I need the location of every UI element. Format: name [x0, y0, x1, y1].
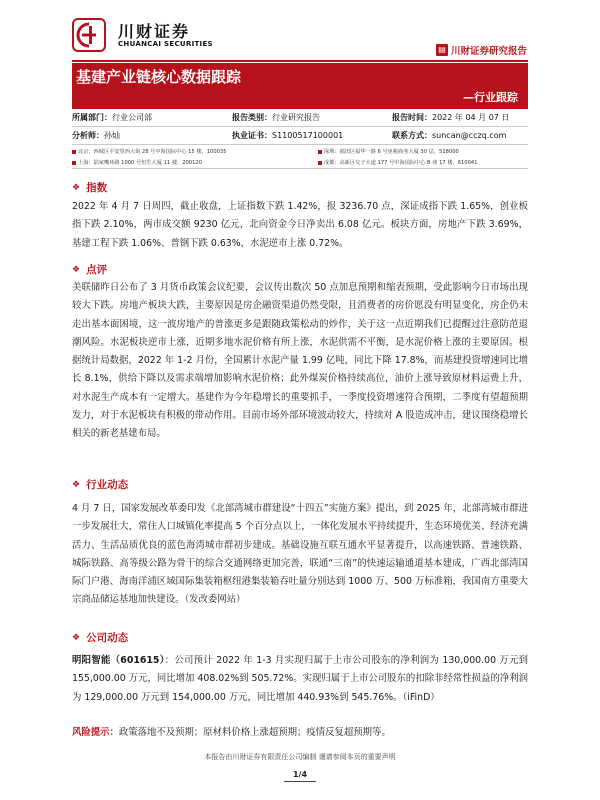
report-badge — [436, 42, 527, 58]
risk-warning — [72, 725, 528, 741]
meta-date — [392, 112, 509, 123]
meta-divider — [72, 126, 528, 127]
meta-label: 报告类别： — [232, 113, 272, 122]
company-logo — [72, 18, 106, 52]
meta-value: 行业公司部 — [112, 113, 152, 122]
meta-label: 分析师： — [72, 131, 104, 140]
meta-label: 执业证书： — [232, 131, 272, 140]
paragraph — [72, 652, 528, 707]
brand-name-cn: 川财证券 — [118, 22, 191, 41]
section-body-company — [72, 652, 528, 707]
footer-disclaimer: 本报告由川财证券有限责任公司编制 谨请参阅本页的重要声明 — [204, 753, 396, 761]
brand-name-en: CHUANCAI SECURITIES — [118, 40, 213, 48]
paragraph: 4 月 7 日，国家发展改革委印发《北部湾城市群建设“十四五”实施方案》提出，到 2025 年，北部湾城市群进一步发展壮大，常住人口城镇化率提高 5 个百分点以上，一体化发展水平持续提升，生态环境优美、经济充满活力、生活品质优良的蓝色海湾城市群初步建成。基础设施互联互通水平显著提升，以高速铁路、普速铁路、城际铁路、高等级公路为骨干的综合交通网络更加完善，联通“三南”的快速运输通道基本建成，广西北部湾国际门户港、海南洋浦区域国际集装箱枢纽港集装箱吞吐量分别达到 1000 万、500 万标准箱，我国南方重要大宗商品储运基地加快建设。（发改委网站） — [72, 503, 528, 606]
address-text: 成都：高新区交子大道 177 号中海国际中心 B 座 17 楼，610041 — [324, 160, 478, 166]
page-number-underline — [284, 781, 316, 782]
diamond-bullet-icon: ❖ — [72, 632, 81, 643]
report-subtitle: —行业跟踪 — [463, 91, 518, 104]
bullet-icon — [72, 161, 76, 165]
meta-analyst — [72, 130, 120, 141]
meta-value: 孙灿 — [104, 131, 120, 140]
address-chengdu — [318, 159, 478, 166]
paragraph: 2022 年 4 月 7 日周四，截止收盘，上证指数下跌 1.42%，报 3236.70 点，深证成指下跌 1.65%，创业板指下跌 2.10%，两市成交额 9230 亿元，北向资金今日净卖出 6.08 亿元。板块方面，房地产下跌 3.69%，基建工程下跌 1.06%、普钢下跌 0.63%，水泥逆市上涨 0.72%。 — [72, 201, 528, 249]
section-title: 行业动态 — [86, 479, 129, 491]
address-text: 北京：西城区平安里西大街 28 号中海国际中心 15 楼，100035 — [78, 149, 227, 155]
company-text: ：公司预计 2022 年 1-3 月实现归属于上市公司股东的净利润为 130,000.00 万元到 155,000.00 万元，同比增加 408.02%到 505.72%。实现归属于上市公司股东的扣除非经常性损益的净利润为 129,000.00 万元到 154,000.00 万元，同比增加 440.93%到 545.76%。（iFinD） — [72, 655, 528, 703]
address-text: 上海：陆家嘴环路 1000 号恒生大厦 11 楼，200120 — [78, 160, 203, 166]
meta-label: 报告时间： — [392, 113, 432, 122]
meta-department — [72, 112, 152, 123]
section-heading-company — [72, 630, 128, 645]
risk-label: 风险提示： — [72, 727, 119, 738]
bullet-icon — [318, 150, 322, 154]
diamond-bullet-icon: ❖ — [72, 264, 81, 275]
address-text: 深圳：福田区福华一路 6 号免税商务大厦 30 层，518000 — [324, 149, 459, 155]
bullet-icon — [318, 161, 322, 165]
diamond-bullet-icon: ❖ — [72, 182, 81, 193]
meta-label: 所属部门： — [72, 113, 112, 122]
bullet-icon — [72, 150, 76, 154]
risk-text: 政策落地不及预期；原材料价格上涨超预期；疫情反复超预期等。 — [118, 727, 391, 738]
page-number: 1/4 — [292, 770, 308, 779]
section-title: 指数 — [86, 182, 108, 194]
section-body-comment — [72, 279, 528, 444]
paragraph: 美联储昨日公布了 3 月货币政策会议纪要，会议传出数次 50 点加息预期和缩表预期，受此影响今日市场出现较大下跌。房地产板块大跌，主要原因是房企融资渠道仍然受限，且消费者的房价愿没有明显变化，房企仍未走出基本面困境，这一波房地产的普涨更多是跟随政策松动的炒作，关于这一点近期我们已提醒过注意防范退潮风险。水泥板块逆市上涨，近期多地水泥价格有所上涨，水泥供需不平衡，是水泥价格上涨的主要原因。根据统计局数据，2022 年 1-2 月份，全国累计水泥产量 1.99 亿吨，同比下降 17.8%，而基建投资增速同比增长 8.1%，供给下降以及需求端增加影响水泥价格；此外煤炭价格持续高位，油价上涨导致原材料运费上升，对水泥生产成本有一定增大。基建作为今年稳增长的重要抓手，一季度投资增速符合预期，二季度有望超预期发力，对于水泥板块有积极的带动作用。目前市场外部环境波动较大，持续对 A 股造成冲击，建议围绕稳增长相关的新老基建布局。 — [72, 282, 528, 440]
meta-license — [232, 130, 343, 141]
section-title: 点评 — [86, 264, 108, 276]
section-heading-comment — [72, 262, 107, 277]
document-icon: ▤ — [436, 44, 448, 56]
meta-divider — [72, 144, 528, 145]
meta-label: 联系方式： — [392, 131, 432, 140]
address-shenzhen — [318, 148, 459, 155]
section-title: 公司动态 — [86, 632, 129, 644]
meta-value[interactable]: suncan@cczq.com — [432, 131, 507, 140]
section-body-industry — [72, 500, 528, 610]
meta-value: S1100517100001 — [272, 131, 344, 140]
address-shanghai — [72, 159, 202, 166]
meta-divider — [72, 168, 528, 169]
diamond-bullet-icon: ❖ — [72, 479, 81, 490]
section-heading-index — [72, 180, 107, 195]
section-body-index — [72, 198, 528, 253]
meta-contact — [392, 130, 506, 141]
badge-text: 川财证券研究报告 — [451, 46, 528, 57]
logo-emblem-icon — [74, 20, 104, 50]
header-divider — [72, 60, 528, 62]
meta-category — [232, 112, 320, 123]
report-title: 基建产业链核心数据跟踪 — [76, 68, 242, 86]
meta-value: 行业研究报告 — [272, 113, 320, 122]
address-beijing — [72, 148, 227, 155]
company-name: 明阳智能（601615） — [72, 655, 165, 666]
meta-value: 2022 年 04 月 07 日 — [432, 113, 510, 122]
section-heading-industry — [72, 477, 128, 492]
